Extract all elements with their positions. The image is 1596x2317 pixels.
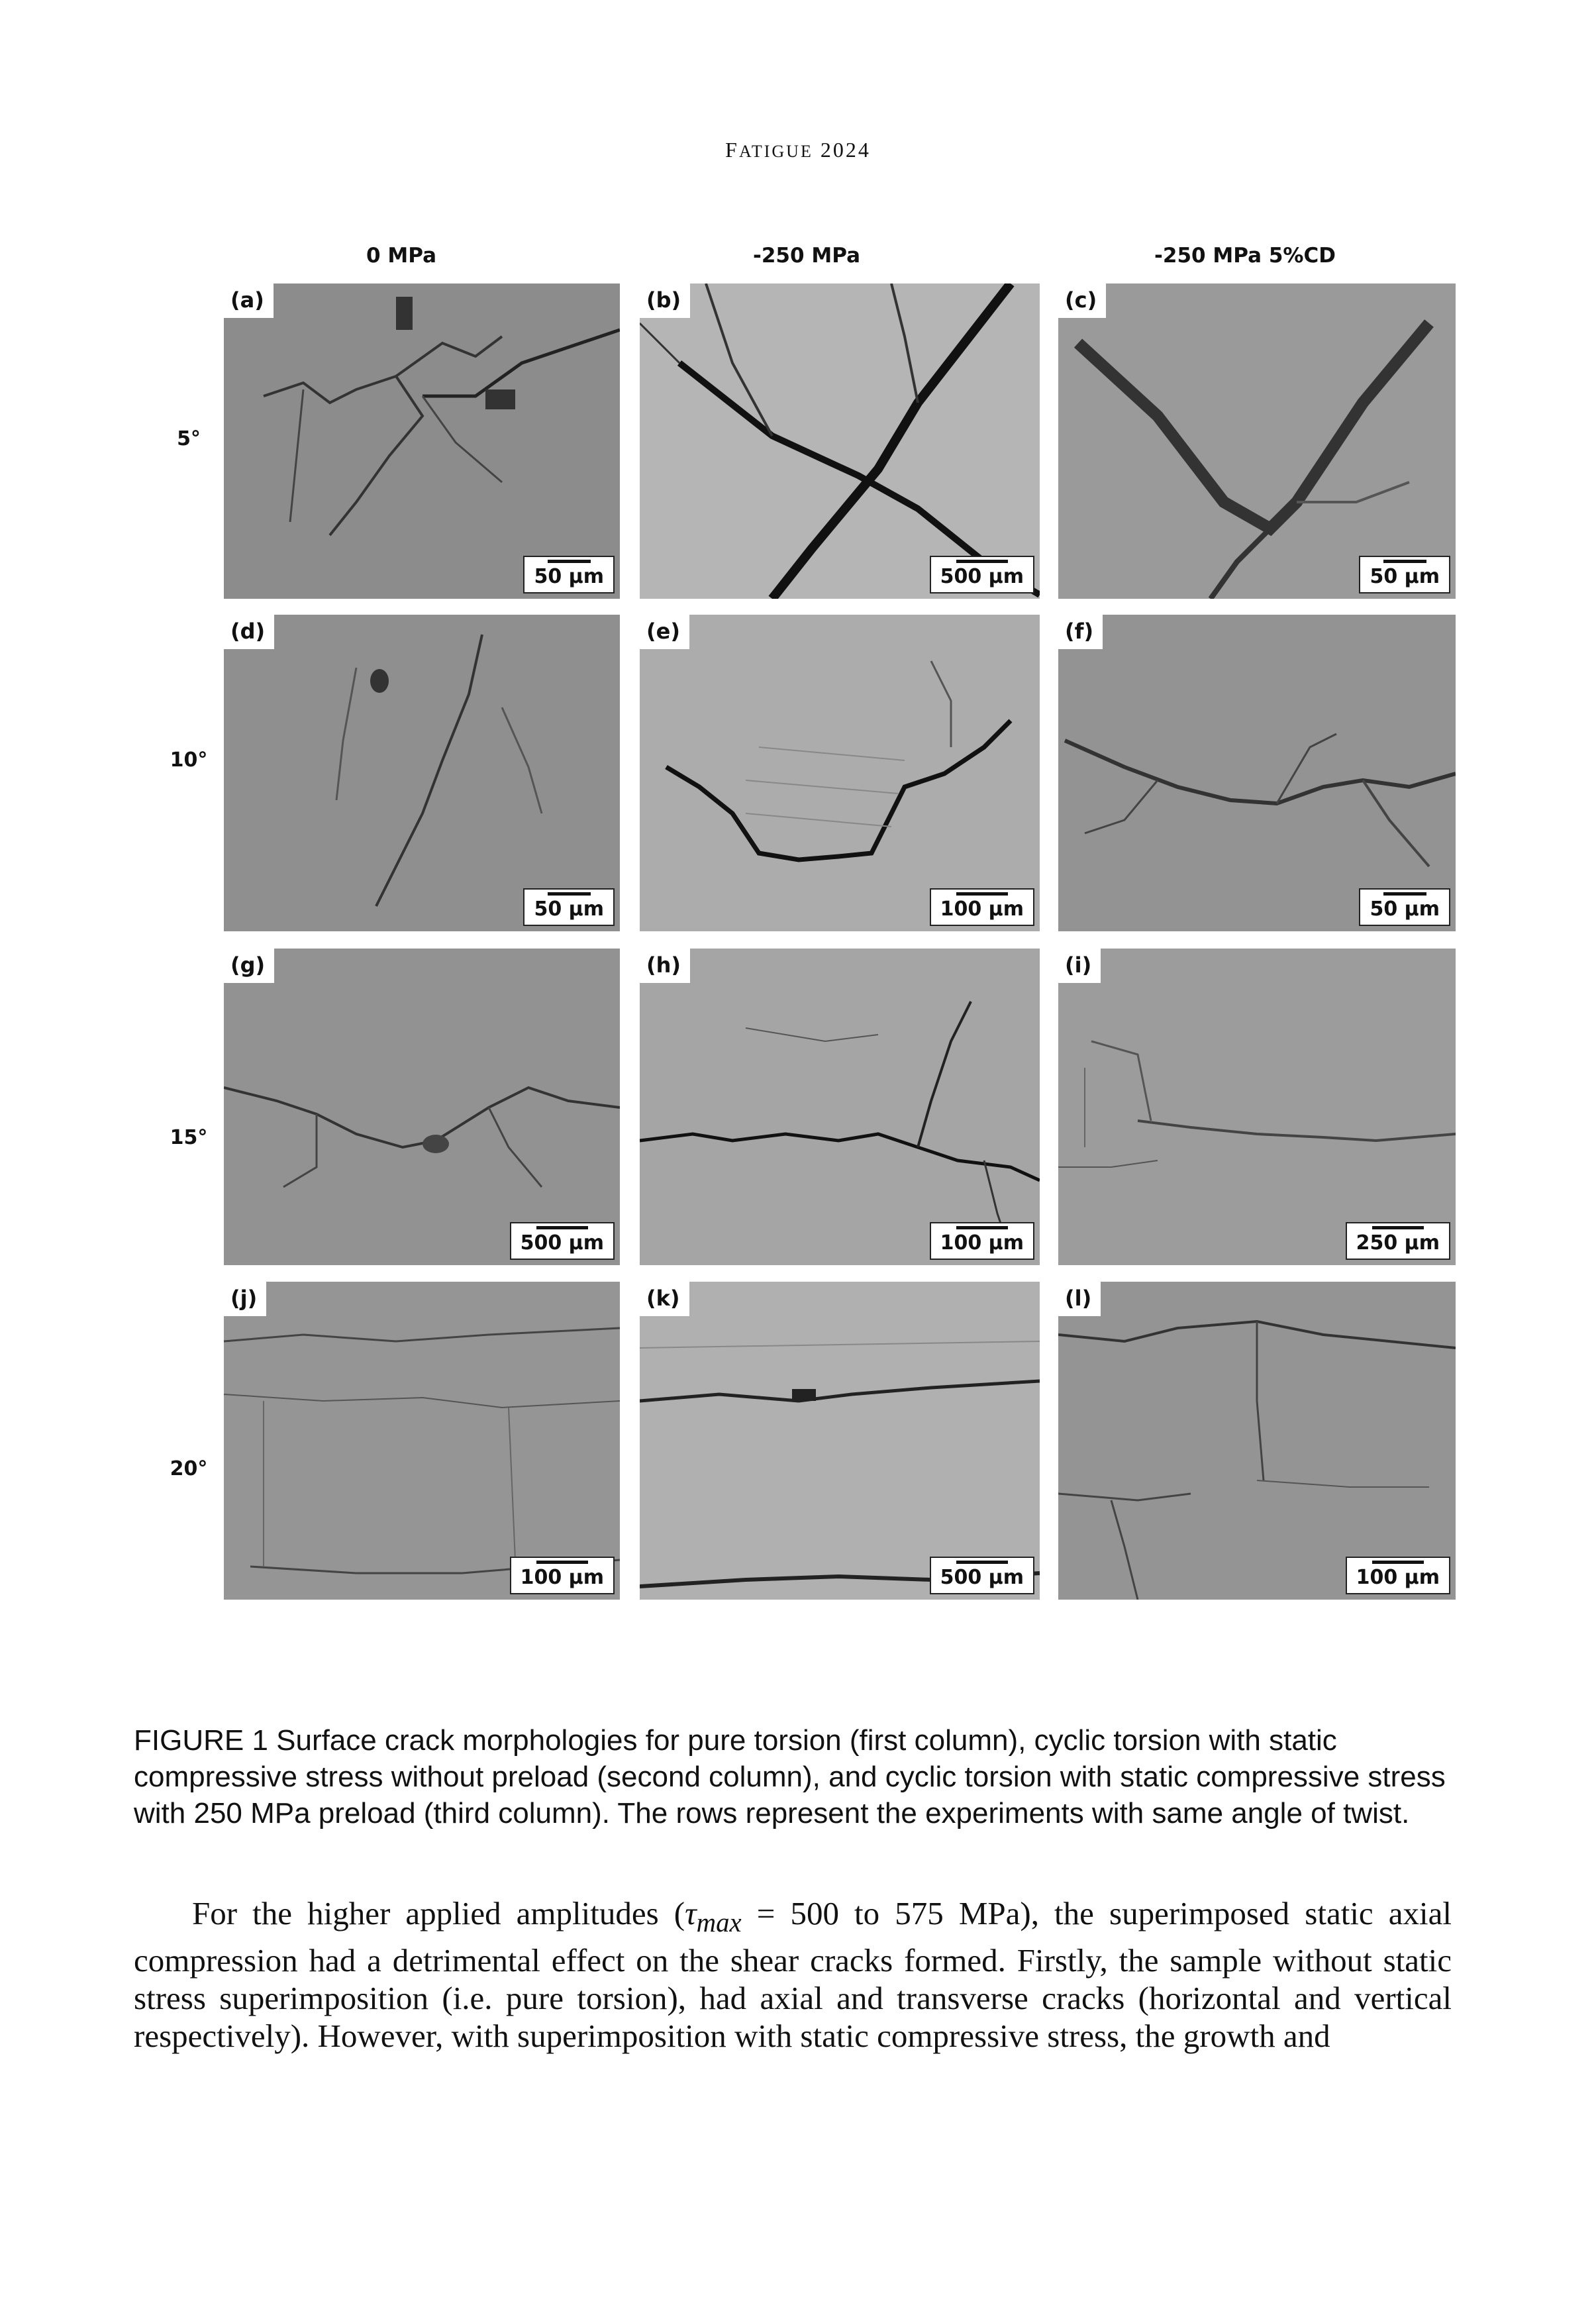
panel-label: (a) <box>224 283 274 318</box>
scale-bar: 100 µm <box>1346 1557 1450 1594</box>
row-label-15deg: 15° <box>170 1126 208 1149</box>
panel-label: (l) <box>1058 1282 1101 1316</box>
micrograph-panel-k <box>640 1282 1040 1600</box>
scale-bar: 100 µm <box>930 888 1034 926</box>
micrograph-panel-c <box>1058 283 1456 599</box>
panel-label: (d) <box>224 615 274 649</box>
running-header: FATIGUE 2024 <box>725 138 871 162</box>
scale-bar: 250 µm <box>1346 1222 1450 1260</box>
micrograph-panel-h <box>640 949 1040 1265</box>
scale-bar: 500 µm <box>930 556 1034 593</box>
micrograph-panel-a <box>224 283 620 599</box>
micrograph-panel-e <box>640 615 1040 931</box>
micrograph-panel-b <box>640 283 1040 599</box>
panel-label: (f) <box>1058 615 1103 649</box>
scale-bar: 500 µm <box>930 1557 1034 1594</box>
scale-bar: 50 µm <box>523 888 615 926</box>
column-header-minus250mpa-5cd: -250 MPa 5%CD <box>1154 244 1336 268</box>
row-label-5deg: 5° <box>177 427 201 450</box>
panel-label: (j) <box>224 1282 266 1316</box>
micrograph-panel-f <box>1058 615 1456 931</box>
scale-bar: 50 µm <box>1359 888 1450 926</box>
panel-label: (c) <box>1058 283 1106 318</box>
scale-bar: 100 µm <box>510 1557 615 1594</box>
scale-bar: 50 µm <box>523 556 615 593</box>
panel-label: (k) <box>640 1282 689 1316</box>
micrograph-panel-l <box>1058 1282 1456 1600</box>
figure-caption: FIGURE 1 Surface crack morphologies for pure torsion (first column), cyclic torsion with static compressive stress without preload (second column), and cyclic torsion with static compressive stress with 250 MPa preload (third column). The rows represent the experiments with same angle of twist. <box>134 1724 1446 1829</box>
row-label-10deg: 10° <box>170 748 208 772</box>
micrograph-panel-i <box>1058 949 1456 1265</box>
micrograph-panel-g <box>224 949 620 1265</box>
scale-bar: 100 µm <box>930 1222 1034 1260</box>
panel-label: (e) <box>640 615 689 649</box>
scale-bar: 500 µm <box>510 1222 615 1260</box>
scale-bar: 50 µm <box>1359 556 1450 593</box>
row-label-20deg: 20° <box>170 1457 208 1480</box>
body-paragraph: For the higher applied amplitudes ($\tau_{max} = 500$ to 575 MPa), the superimposed static axial compression had a detrimental effect on the shear cracks formed. Firstly, the sample without static stress superimposition (i.e. pure torsion), had axial and transverse cracks (horizontal and vertical respectively). However, with superimposition with static compressive stress, the growth and <box>134 1895 1452 2054</box>
micrograph-panel-d <box>224 615 620 931</box>
panel-label: (g) <box>224 949 274 983</box>
column-header-minus250mpa: -250 MPa <box>752 244 861 268</box>
micrograph-panel-j <box>224 1282 620 1600</box>
panel-label: (b) <box>640 283 690 318</box>
column-header-0mpa: 0 MPa <box>366 244 437 268</box>
panel-label: (i) <box>1058 949 1101 983</box>
panel-label: (h) <box>640 949 690 983</box>
tau-max-symbol: $\tau_{max}$ <box>685 1895 742 1937</box>
